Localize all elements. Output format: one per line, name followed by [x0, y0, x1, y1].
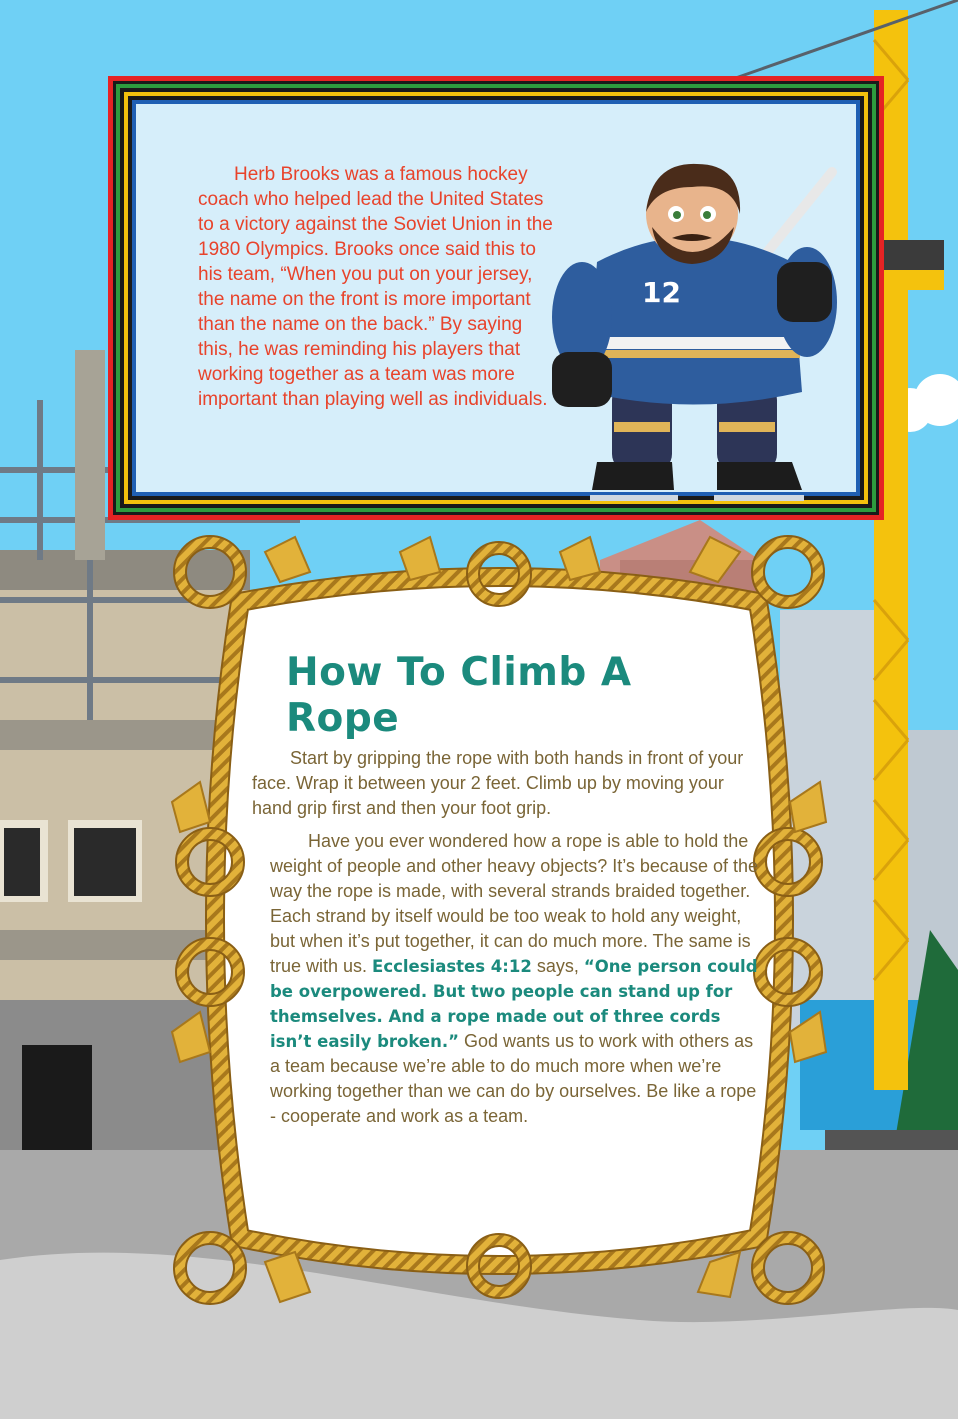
- teamwork-intro: Have you ever wondered how a rope is able to hold the weight of people and other heavy objects? It’s because of the way the rope is made, with several strands braided together. Each strand by itself would be too weak to hold any weight, but when it’s put together, it can do much more. The same is true with us.: [270, 831, 759, 976]
- jersey-number: 12: [642, 276, 681, 309]
- teamwork-paragraph: [252, 829, 758, 1129]
- climb-instructions-paragraph: Start by gripping the rope with both hands in front of your face. Wrap it between your 2 feet. Climb up by moving your hand grip first and then your foot grip.: [252, 748, 744, 818]
- verse-reference: Ecclesiastes 4:12: [372, 957, 532, 976]
- hockey-player-illustration: [502, 152, 872, 512]
- herb-brooks-box: [108, 76, 884, 520]
- rope-article: [252, 650, 758, 1129]
- verse-quote: “One person could be overpowered. But two people can stand up for themselves. And a rope made out of three cords isn’t easily broken.”: [270, 957, 758, 1051]
- teamwork-conclusion: God wants us to work with others as a team because we’re able to do much more when we’re working together than we can do by ourselves. Be like a rope - cooperate and work as a team.: [270, 1031, 757, 1126]
- herb-brooks-paragraph: Herb Brooks was a famous hockey coach who helped lead the United States to a victory against the Soviet Union in the 1980 Olympics. Brooks once said this to his team, “When you put on your jersey, the name on the front is more important than the name on the back.” By saying this, he was reminding his players that working together as a team was more important than playing well as individuals.: [198, 164, 553, 410]
- says-text: says,: [531, 956, 584, 976]
- article-title: How To Climb A Rope: [286, 650, 632, 741]
